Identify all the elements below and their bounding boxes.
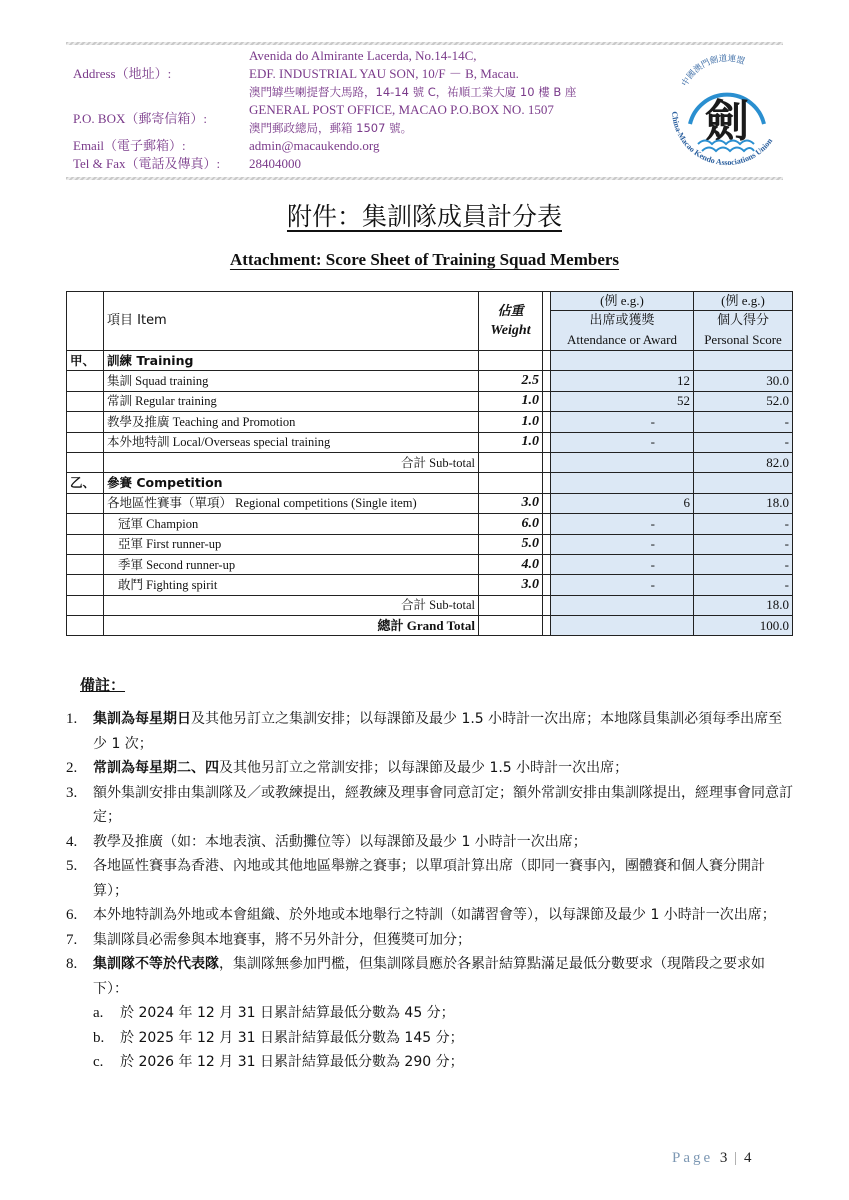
page-title-english: Attachment: Score Sheet of Training Squad Members [229,250,620,269]
row-item: 教學及推廣 Teaching and Promotion [104,412,479,432]
row-weight: 1.0 [479,432,543,452]
table-row [67,534,793,554]
row-weight: 2.5 [479,371,543,391]
remark-item: 2. 常訓為每星期二、四及其他另訂立之常訓安排；以每課節及最少 1.5 小時計一次出席； [66,760,629,776]
table-row [67,412,793,432]
pobox-line-1: GENERAL POST OFFICE, MACAO P.O.BOX NO. 1507 [249,102,554,117]
remark-sub-item: c. 於 2026 年 12 月 31 日累計結算最低分數為 290 分； [93,1054,464,1070]
row-score[interactable]: - [694,514,793,534]
section-a-header-row [67,351,793,371]
table-row [67,554,793,574]
section-a-subtotal-label: 合計 Sub-total [104,452,479,472]
row-attendance[interactable]: 6 [551,493,694,513]
grand-total-value: 100.0 [694,616,793,636]
header-weight-cn: 佔重 [497,304,524,319]
row-attendance[interactable]: - [551,554,694,574]
table-row [67,432,793,452]
tel-value: 28404000 [249,156,301,171]
row-weight: 1.0 [479,391,543,411]
section-b-subtotal-row [67,595,793,615]
grand-total-label: 總計 Grand Total [104,616,479,636]
logo-cn-text: 中國澳門劍道連盟 [680,53,746,89]
header-marker-cell [67,292,104,351]
remark-item: 6. 本外地特訓為外地或本會組織、於外地或本地舉行之特訓（如講習會等），以每課節及最少 1 小時計一次出席； [66,907,776,923]
header-weight [479,292,543,351]
row-attendance[interactable]: - [551,432,694,452]
header-attendance-cn: 出席或獲獎 [551,311,694,331]
section-a-subtotal-row [67,452,793,472]
address-line-3: 澳門罅些喇提督大馬路，14-14 號 C，祐順工業大廈 10 樓 B 座 [249,85,577,99]
header-score-cn: 個人得分 [694,311,793,331]
row-item: 各地區性賽事（單項） Regional competitions (Single item) [104,493,479,513]
row-weight: 5.0 [479,534,543,554]
table-row [67,371,793,391]
row-score[interactable]: - [694,575,793,595]
remark-item: 4. 教學及推廣（如：本地表演、活動攤位等）以每課節及最少 1 小時計一次出席； [66,833,587,850]
address-line-1: Avenida do Almirante Lacerda, No.14-14C, [249,48,477,63]
remark-sub-item: a. 於 2024 年 12 月 31 日累計結算最低分數為 45 分； [93,1005,455,1021]
page-total: 4 [743,1150,752,1166]
remark-item: 3. 額外集訓安排由集訓隊及／或教練提出，經教練及理事會同意訂定；額外常訓安排由集訓隊提出，經理事會同意訂定； [66,784,793,825]
row-weight: 3.0 [479,493,543,513]
page-title-chinese: 附件：集訓隊成員計分表 [286,202,562,231]
contact-block [73,47,653,173]
pobox-line-2: 澳門郵政總局，郵箱 1507 號。 [249,121,413,135]
page-number: 3 [719,1150,728,1166]
section-a-marker: 甲、 [67,351,104,371]
row-item: 季軍 Second runner-up [104,554,479,574]
row-score[interactable]: - [694,534,793,554]
row-score[interactable]: - [694,432,793,452]
remark-item: 1. 集訓為每星期日及其他另訂立之集訓安排；以每課節及最少 1.5 小時計一次出席；本地隊員集訓必須每季出席至少 1 次； [66,711,783,752]
row-score[interactable]: - [694,554,793,574]
row-item: 亞軍 First runner-up [104,534,479,554]
table-row [67,514,793,534]
row-attendance[interactable]: - [551,534,694,554]
row-item: 敢鬥 Fighting spirit [104,575,479,595]
section-b-marker: 乙、 [67,473,104,493]
row-attendance[interactable]: - [551,514,694,534]
section-b-subtotal-value: 18.0 [694,595,793,615]
page-footer [672,1148,751,1168]
email-label: Email（電子郵箱）: [73,138,186,153]
remarks-title: 備註： [80,676,126,694]
row-item: 集訓 Squad training [104,371,479,391]
header-item: 項目 Item [104,292,479,351]
tel-label: Tel & Fax（電話及傳真）: [73,156,221,171]
row-weight: 6.0 [479,514,543,534]
header-eg-score: (例 e.g.) [694,292,793,311]
row-item: 冠軍 Champion [104,514,479,534]
section-a-subtotal-value: 82.0 [694,452,793,472]
remark-item: 5. 各地區性賽事為香港、內地或其他地區舉辦之賽事；以單項計算出席（即同一賽事內，團體賽和個人賽分開計算）； [66,858,765,899]
header-eg-attendance: (例 e.g.) [551,292,694,311]
pobox-label: P.O. BOX（郵寄信箱）: [73,111,207,126]
table-row [67,575,793,595]
address-line-2: EDF. INDUSTRIAL YAU SON, 10/F － B, Macau. [249,66,519,81]
row-score[interactable]: - [694,412,793,432]
page-separator: | [734,1150,738,1166]
table-header-row [67,292,793,311]
remark-item: 7. 集訓隊員必需參與本地賽事，將不另外計分，但獲獎可加分； [66,931,471,948]
row-score[interactable]: 18.0 [694,493,793,513]
logo-en-text: China-Macao Kendo Associations Union [669,111,775,168]
remark-sub-item: b. 於 2025 年 12 月 31 日累計結算最低分數為 145 分； [93,1029,464,1046]
email-value[interactable]: admin@macaukendo.org [249,138,380,153]
remark-sub-list [93,1001,794,1075]
row-score[interactable]: 52.0 [694,391,793,411]
section-b-title: 參賽 Competition [104,473,479,493]
row-attendance[interactable]: 12 [551,371,694,391]
row-score[interactable]: 30.0 [694,371,793,391]
section-b-subtotal-label: 合計 Sub-total [104,595,479,615]
table-row [67,391,793,411]
row-attendance[interactable]: - [551,575,694,595]
section-b-header-row [67,473,793,493]
row-attendance[interactable]: 52 [551,391,694,411]
page-word: Page [672,1150,714,1166]
header-score-en: Personal Score [694,331,793,351]
section-a-title: 訓練 Training [104,351,479,371]
address-label: Address（地址）: [73,66,172,81]
table-row [67,493,793,513]
header-bottom-rule [66,177,783,180]
row-weight: 4.0 [479,554,543,574]
row-item: 常訓 Regular training [104,391,479,411]
logo-glyph: 劍 [705,96,749,147]
row-weight: 1.0 [479,412,543,432]
remarks-list [66,707,794,1075]
score-table [66,291,793,636]
header-weight-en: Weight [490,323,531,338]
remark-item: 8. 集訓隊不等於代表隊，集訓隊無參加門檻，但集訓隊員應於各累計結算點滿足最低分數要求（現階段之要求如下）： a. 於 2024 年 12 月 31 日累計結算最低分數為 45 分； b. 於 2025 年 12 月 31 日累計結算最低分數為 145 分； c. 於 2026 年 12 月 31 日累計結算最低分數為 290 分； [66,952,794,1075]
row-weight: 3.0 [479,575,543,595]
header-gap-cell [543,292,551,351]
row-item: 本外地特訓 Local/Overseas special training [104,432,479,452]
kendo-union-logo [662,44,792,174]
grand-total-row [67,616,793,636]
header-attendance-en: Attendance or Award [551,331,694,351]
row-attendance[interactable]: - [551,412,694,432]
